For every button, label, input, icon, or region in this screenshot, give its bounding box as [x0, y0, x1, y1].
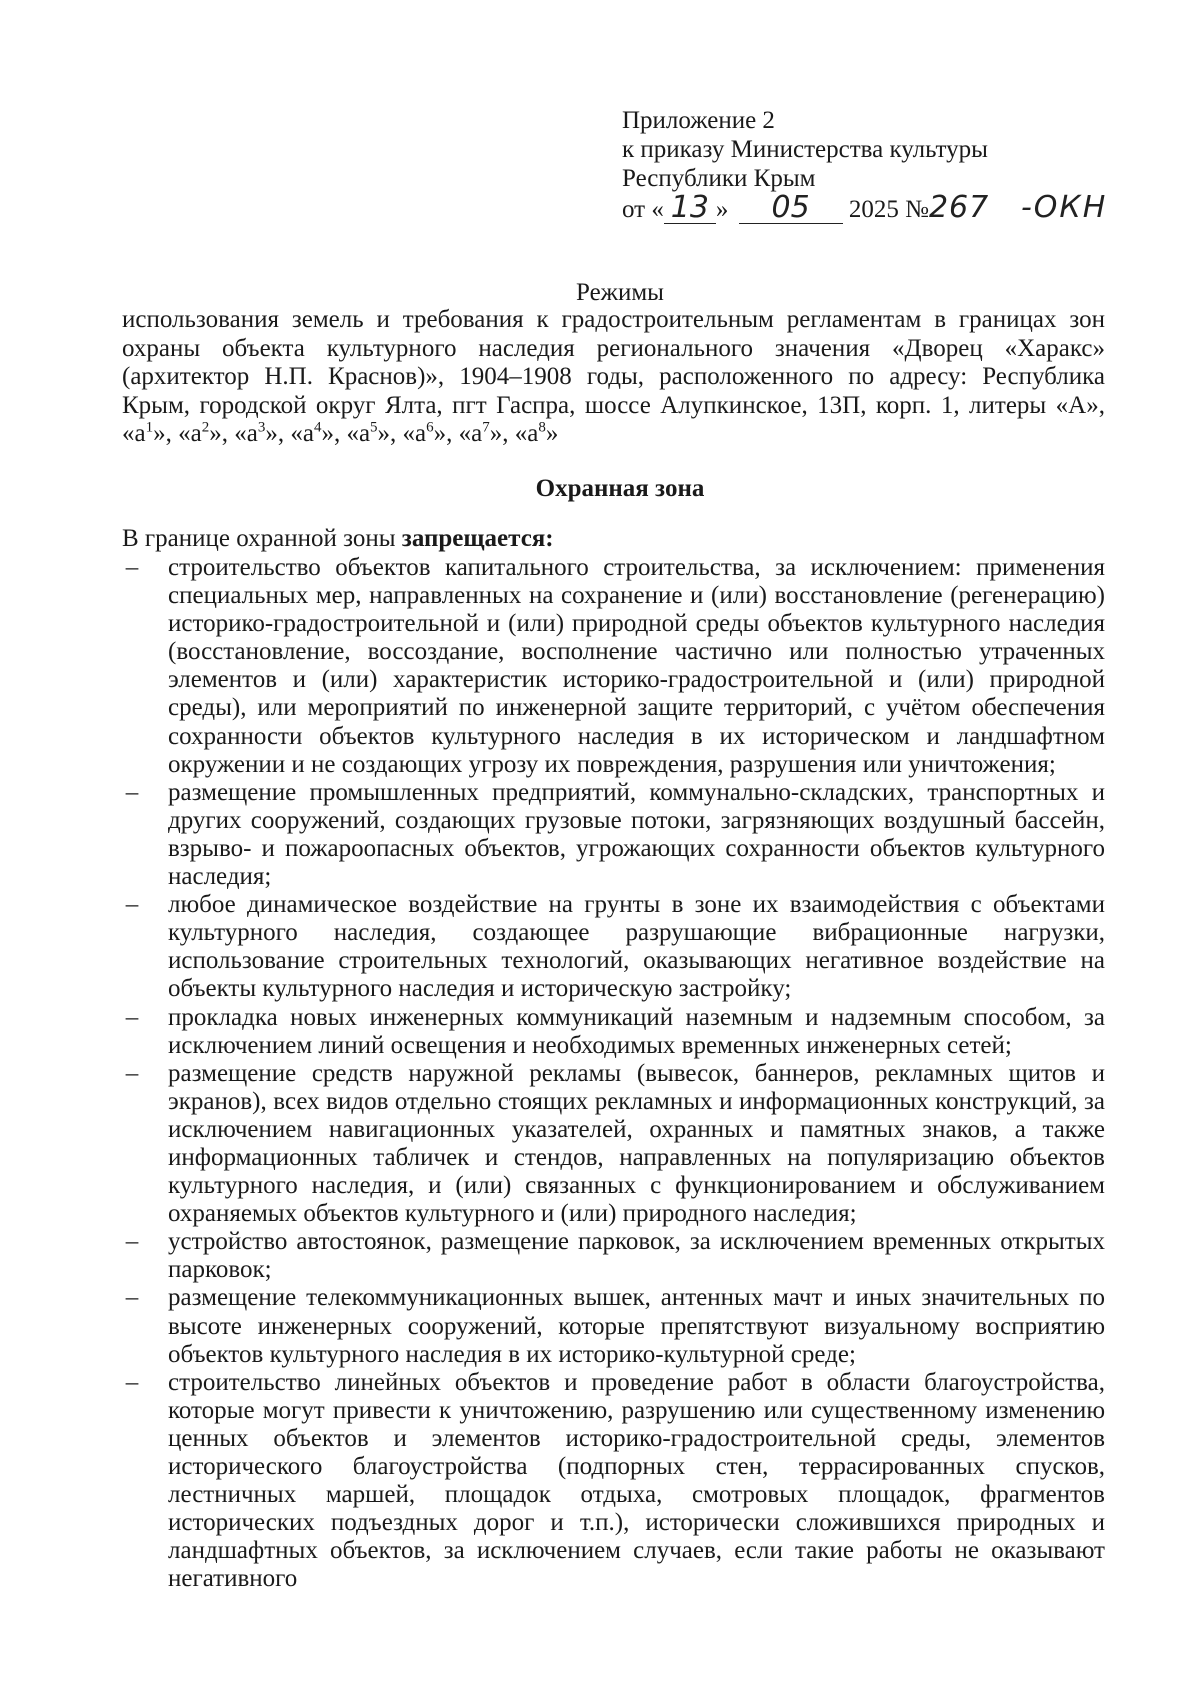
lead-bold-text: запрещается: [401, 525, 554, 552]
list-item [122, 1228, 1105, 1284]
bullet-dash: – [125, 891, 139, 919]
bullet-dash: – [125, 1368, 139, 1396]
handwritten-month: 05 [739, 193, 843, 224]
literal-superscript: 6 [426, 419, 434, 436]
literal-separator: », «а [489, 420, 539, 447]
republic-name: Республики Крым [622, 165, 816, 192]
list-item-text: размещение средств наружной рекламы (вывесок, баннеров, рекламных щитов и экранов), всех видов отдельно стоящих рекламных и информационных конструкций, за исключением навигационных указателей, охранных и памятных знаков, а также информационных табличек и стендов, направленных на популяризацию объектов культурного наследия, и (или) связанных с функционированием и обслуживанием охраняемых объектов культурного и (или) природного наследия; [168, 1059, 1105, 1228]
literal-separator: » [545, 420, 559, 447]
appendix-header [622, 106, 1107, 224]
literal-superscript: 2 [201, 419, 210, 436]
literal-separator: », «а [209, 420, 258, 447]
subtitle-text: использования земель и требования к градостроительным регламентам в границах зон охраны объекта культурного наследия регионального значения «Дворец «Харакс» (архитектор Н.П. Краснов)», 1904–1908 годы, расположенного по адресу: Республика Крым, городской округ Ялта, пгт Гаспра, шоссе Алупкинское, 13П, корп. 1, литеры «А», «а [122, 306, 1105, 447]
list-item [122, 1060, 1105, 1229]
list-item-text: размещение телекоммуникационных вышек, антенных мачт и иных значительных по высоте инженерных сооружений, которые препятствуют визуальному восприятию объектов культурного наследия в их историко-культурной среде; [168, 1284, 1105, 1368]
literal-superscript: 7 [482, 419, 490, 436]
literal-separator: », «а [321, 420, 371, 447]
appendix-number: Приложение 2 [622, 107, 775, 134]
literal-separator: », «а [377, 420, 427, 447]
literal-superscript: 3 [257, 419, 266, 436]
document-subtitle [122, 306, 1105, 449]
list-item [122, 891, 1105, 1003]
literal-separator: », «а [265, 420, 314, 447]
literal-separator: », «а [153, 420, 202, 447]
day-close: » [715, 196, 729, 223]
bullet-dash: – [125, 1228, 139, 1256]
list-item [122, 1284, 1105, 1368]
handwritten-day: 13 [664, 193, 716, 224]
section-title: Охранная зона [535, 475, 705, 502]
bullet-dash: – [125, 554, 139, 581]
literal-superscript: 4 [313, 419, 322, 436]
year-and-number-label: 2025 № [848, 196, 929, 223]
list-item [122, 1369, 1105, 1594]
handwritten-order-number: 267 [928, 190, 990, 225]
prohibitions-list [122, 554, 1105, 1593]
date-prefix: от « [622, 196, 664, 223]
bullet-dash: – [125, 778, 139, 806]
order-reference: к приказу Министерства культуры [622, 136, 988, 163]
handwritten-order-suffix: -ОКН [1020, 190, 1108, 225]
lead-paragraph [122, 525, 554, 553]
literal-separator: », «а [433, 420, 483, 447]
lead-text: В границе охранной зоны [122, 525, 402, 552]
literal-superscript: 1 [145, 419, 154, 436]
list-item-text: строительство линейных объектов и проведение работ в области благоустройства, которые могут привести к уничтожению, разрушению или существенному изменению ценных объектов и элементов историко-градостроительной среды, элементов исторического благоустройства (подпорных стен, террасированных спусков, лестничных маршей, площадок отдыха, смотровых площадок, фрагментов исторических подъездных дорог и т.п.), исторически сложившихся природных и ландшафтных объектов, за исключением случаев, если такие работы не оказывают негативного [168, 1368, 1105, 1593]
document-title: Режимы [576, 279, 664, 306]
list-item [122, 779, 1105, 891]
literal-superscript: 5 [370, 419, 378, 436]
subtitle-tail [146, 420, 559, 447]
list-item-text: любое динамическое воздействие на грунты в зоне их взаимодействия с объектами культурного наследия, создающее разрушающие вибрационные нагрузки, использование строительных технологий, оказывающих негативное воздействие на объекты культурного наследия и историческую застройку; [168, 891, 1105, 1003]
list-item-text: строительство объектов капитального строительства, за исключением: применения специальных мер, направленных на сохранение и (или) восстановление (регенерацию) историко-градостроительной и (или) природной среды объектов культурного наследия (восстановление, воссоздание, восполнение частично или полностью утраченных элементов и (или) характеристик историко-градостроительной и (или) природной среды), или мероприятий по инженерной защите территорий, с учётом обеспечения сохранности объектов культурного наследия в их историческом и ландшафтном окружении и не создающих угрозу их повреждения, разрушения или уничтожения; [168, 554, 1105, 778]
bullet-dash: – [125, 1003, 139, 1031]
list-item-text: прокладка новых инженерных коммуникаций наземным и надземным способом, за исключением линий освещения и необходимых временных инженерных сетей; [168, 1003, 1105, 1059]
order-date-line [622, 190, 1108, 225]
list-item [122, 554, 1105, 779]
bullet-dash: – [125, 1284, 139, 1312]
bullet-dash: – [125, 1059, 139, 1087]
literal-superscript: 8 [538, 419, 546, 436]
list-item-text: устройство автостоянок, размещение парковок, за исключением временных открытых парковок; [168, 1228, 1105, 1284]
list-item [122, 1004, 1105, 1060]
list-item-text: размещение промышленных предприятий, коммунально-складских, транспортных и других сооружений, создающих грузовые потоки, загрязняющих воздушный бассейн, взрыво- и пожароопасных объектов, угрожающих сохранности объектов культурного наследия; [168, 778, 1105, 891]
